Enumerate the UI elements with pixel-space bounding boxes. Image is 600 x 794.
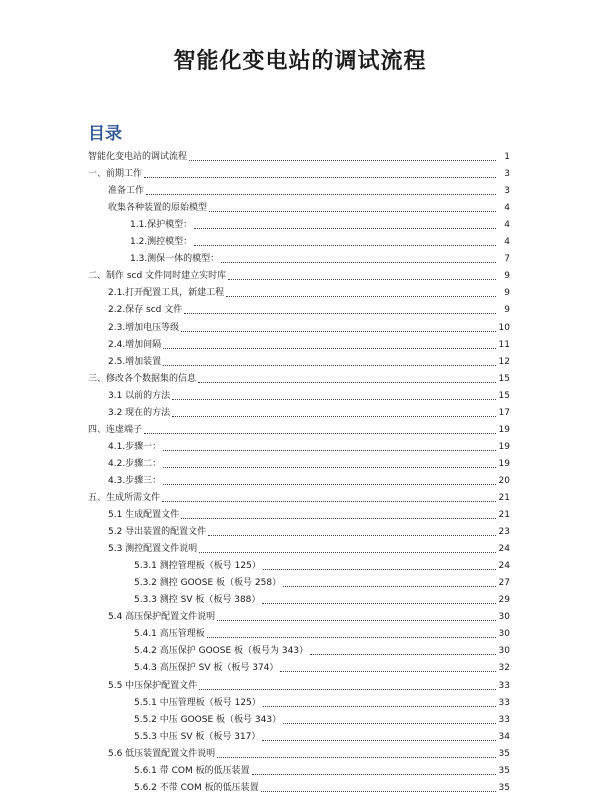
toc-entry-text: 3.1 以前的方法 bbox=[108, 390, 171, 401]
toc-entry[interactable] bbox=[88, 743, 510, 760]
toc-entry[interactable] bbox=[88, 146, 510, 163]
toc-page-number: 24 bbox=[498, 561, 510, 572]
toc-page-number: 3 bbox=[504, 186, 510, 197]
toc-entry[interactable] bbox=[88, 436, 510, 453]
toc-entry[interactable] bbox=[88, 760, 510, 777]
toc-leader-dots bbox=[144, 433, 496, 434]
toc-page-number: 20 bbox=[498, 475, 510, 486]
toc-entry-text: 2.5.增加装置 bbox=[108, 356, 162, 367]
toc-entry[interactable] bbox=[88, 555, 510, 572]
toc-leader-dots bbox=[163, 365, 496, 366]
toc-entry[interactable] bbox=[88, 385, 510, 402]
toc-entry-text: 5.1 生成配置文件 bbox=[108, 510, 180, 521]
toc-entry-text: 4.2.步骤二： bbox=[108, 458, 162, 469]
toc-page-number: 33 bbox=[498, 697, 510, 708]
toc-leader-dots bbox=[228, 279, 496, 280]
toc-page-number: 15 bbox=[498, 373, 510, 384]
toc-entry-text: 5.5.1 中压管理板（板号 125） bbox=[134, 697, 261, 708]
toc-leader-dots bbox=[263, 706, 496, 707]
toc-leader-dots bbox=[283, 586, 496, 587]
toc-entry[interactable] bbox=[88, 299, 510, 316]
toc-leader-dots bbox=[252, 774, 496, 775]
toc-leader-dots bbox=[198, 382, 496, 383]
toc-entry-text: 5.4.1 高压管理板 bbox=[134, 629, 205, 640]
table-of-contents bbox=[88, 146, 510, 794]
toc-entry-text: 1.2.测控模型： bbox=[130, 237, 193, 248]
toc-entry-text: 2.2.保存 scd 文件 bbox=[108, 305, 183, 316]
toc-leader-dots bbox=[189, 160, 496, 161]
toc-leader-dots bbox=[144, 177, 496, 178]
toc-leader-dots bbox=[163, 348, 496, 349]
toc-page-number: 21 bbox=[498, 492, 510, 503]
toc-entry[interactable] bbox=[88, 265, 510, 282]
toc-entry[interactable] bbox=[88, 726, 510, 743]
toc-page-number: 15 bbox=[498, 390, 510, 401]
toc-entry[interactable] bbox=[88, 640, 510, 657]
toc-entry[interactable] bbox=[88, 606, 510, 623]
toc-entry[interactable] bbox=[88, 692, 510, 709]
toc-leader-dots bbox=[163, 467, 496, 468]
toc-entry-text: 5.3.2 测控 GOOSE 板（板号 258） bbox=[134, 578, 282, 589]
toc-page-number: 34 bbox=[498, 731, 510, 742]
toc-leader-dots bbox=[280, 671, 496, 672]
toc-page-number: 4 bbox=[504, 220, 510, 231]
toc-leader-dots bbox=[262, 603, 496, 604]
toc-page-number: 4 bbox=[504, 203, 510, 214]
toc-entry[interactable] bbox=[88, 334, 510, 351]
toc-page-number: 33 bbox=[498, 680, 510, 691]
toc-page-number: 3 bbox=[504, 169, 510, 180]
toc-entry[interactable] bbox=[88, 538, 510, 555]
toc-leader-dots bbox=[262, 740, 496, 741]
toc-page-number: 17 bbox=[498, 407, 510, 418]
toc-leader-dots bbox=[172, 399, 496, 400]
toc-page-number: 11 bbox=[498, 339, 510, 350]
toc-leader-dots bbox=[163, 450, 496, 451]
toc-entry-text: 5.3 测控配置文件说明 bbox=[108, 544, 198, 555]
toc-leader-dots bbox=[194, 245, 496, 246]
toc-leader-dots bbox=[207, 637, 496, 638]
toc-page-number: 24 bbox=[498, 544, 510, 555]
toc-leader-dots bbox=[162, 501, 496, 502]
toc-page-number: 33 bbox=[498, 714, 510, 725]
toc-entry[interactable] bbox=[88, 419, 510, 436]
toc-page-number: 30 bbox=[498, 646, 510, 657]
toc-leader-dots bbox=[194, 228, 496, 229]
toc-page-number: 30 bbox=[498, 629, 510, 640]
toc-page-number: 1 bbox=[504, 152, 510, 163]
toc-leader-dots bbox=[310, 654, 496, 655]
toc-entry-text: 准备工作 bbox=[108, 186, 145, 197]
toc-entry[interactable] bbox=[88, 197, 510, 214]
toc-page-number: 27 bbox=[498, 578, 510, 589]
toc-page-number: 35 bbox=[498, 765, 510, 776]
toc-entry-text: 1.1.保护模型： bbox=[130, 220, 193, 231]
toc-entry[interactable] bbox=[88, 623, 510, 640]
toc-entry-text: 5.5.2 中压 GOOSE 板（板号 343） bbox=[134, 714, 282, 725]
toc-leader-dots bbox=[146, 194, 496, 195]
toc-page-number: 30 bbox=[498, 612, 510, 623]
toc-entry-text: 4.3.步骤三： bbox=[108, 475, 162, 486]
toc-entry-text: 5.5.3 中压 SV 板（板号 317） bbox=[134, 731, 261, 742]
toc-entry[interactable] bbox=[88, 777, 510, 794]
toc-entry[interactable] bbox=[88, 351, 510, 368]
toc-entry-text: 二、制作 scd 文件同时建立实时库 bbox=[88, 271, 227, 282]
toc-entry[interactable] bbox=[88, 453, 510, 470]
toc-entry[interactable] bbox=[88, 521, 510, 538]
toc-page-number: 35 bbox=[498, 782, 510, 793]
toc-leader-dots bbox=[199, 689, 496, 690]
toc-page-number: 9 bbox=[504, 271, 510, 282]
toc-entry-text: 5.2 导出装置的配置文件 bbox=[108, 527, 207, 538]
toc-entry-text: 5.6.2 不带 COM 板的低压装置 bbox=[134, 782, 259, 793]
toc-page-number: 19 bbox=[498, 441, 510, 452]
toc-leader-dots bbox=[226, 296, 496, 297]
toc-page-number: 21 bbox=[498, 510, 510, 521]
toc-leader-dots bbox=[261, 791, 496, 792]
toc-entry[interactable] bbox=[88, 180, 510, 197]
toc-entry-text: 四、连虚端子 bbox=[88, 424, 143, 435]
toc-entry-text: 5.3.1 测控管理板（板号 125） bbox=[134, 561, 261, 572]
toc-page-number: 9 bbox=[504, 305, 510, 316]
toc-entry[interactable] bbox=[88, 231, 510, 248]
toc-entry-text: 2.3.增加电压等级 bbox=[108, 322, 180, 333]
toc-page-number: 29 bbox=[498, 595, 510, 606]
toc-leader-dots bbox=[208, 535, 496, 536]
toc-leader-dots bbox=[283, 723, 496, 724]
toc-entry-text: 三、修改各个数据集的信息 bbox=[88, 373, 197, 384]
toc-leader-dots bbox=[172, 416, 496, 417]
toc-entry-text: 2.4.增加间隔 bbox=[108, 339, 162, 350]
toc-entry-text: 五、生成所需文件 bbox=[88, 492, 161, 503]
document-title: 智能化变电站的调试流程 bbox=[173, 48, 427, 74]
toc-entry-text: 4.1.步骤一： bbox=[108, 441, 162, 452]
toc-entry[interactable] bbox=[88, 470, 510, 487]
toc-page-number: 4 bbox=[504, 237, 510, 248]
toc-entry[interactable] bbox=[88, 709, 510, 726]
toc-entry-text: 5.3.3 测控 SV 板（板号 388） bbox=[134, 595, 261, 606]
toc-leader-dots bbox=[181, 518, 496, 519]
toc-leader-dots bbox=[209, 211, 496, 212]
toc-entry[interactable] bbox=[88, 504, 510, 521]
toc-entry[interactable] bbox=[88, 657, 510, 674]
toc-entry-text: 5.4 高压保护配置文件说明 bbox=[108, 612, 216, 623]
toc-leader-dots bbox=[184, 313, 496, 314]
toc-entry[interactable] bbox=[88, 572, 510, 589]
toc-entry-text: 5.4.2 高压保护 GOOSE 板（板号为 343） bbox=[134, 646, 309, 657]
toc-entry[interactable] bbox=[88, 674, 510, 691]
toc-entry[interactable] bbox=[88, 368, 510, 385]
toc-entry[interactable] bbox=[88, 248, 510, 265]
toc-page-number: 12 bbox=[498, 356, 510, 367]
toc-entry-text: 1.3.测保一体的模型： bbox=[130, 254, 220, 265]
toc-leader-dots bbox=[163, 484, 496, 485]
toc-entry-text: 5.6.1 带 COM 板的低压装置 bbox=[134, 765, 250, 776]
toc-entry[interactable] bbox=[88, 402, 510, 419]
toc-page-number: 19 bbox=[498, 458, 510, 469]
toc-entry-text: 收集各种装置的原始模型 bbox=[108, 203, 208, 214]
toc-page-number: 7 bbox=[504, 254, 510, 265]
toc-leader-dots bbox=[263, 569, 496, 570]
toc-entry-text: 5.5 中压保护配置文件 bbox=[108, 680, 198, 691]
toc-leader-dots bbox=[199, 552, 496, 553]
toc-entry-text: 5.6 低压装置配置文件说明 bbox=[108, 748, 216, 759]
toc-entry[interactable] bbox=[88, 487, 510, 504]
toc-entry-text: 5.4.3 高压保护 SV 板（板号 374） bbox=[134, 663, 279, 674]
toc-leader-dots bbox=[181, 331, 496, 332]
toc-leader-dots bbox=[217, 757, 496, 758]
toc-entry[interactable] bbox=[88, 214, 510, 231]
toc-page-number: 9 bbox=[504, 288, 510, 299]
toc-entry-text: 3.2 现在的方法 bbox=[108, 407, 171, 418]
toc-entry-text: 一、前期工作 bbox=[88, 169, 143, 180]
toc-heading: 目录 bbox=[88, 124, 122, 144]
toc-entry-text: 2.1.打开配置工具，新建工程 bbox=[108, 288, 225, 299]
toc-page-number: 19 bbox=[498, 424, 510, 435]
toc-page-number: 10 bbox=[498, 322, 510, 333]
toc-page-number: 35 bbox=[498, 748, 510, 759]
toc-entry[interactable] bbox=[88, 589, 510, 606]
toc-page-number: 23 bbox=[498, 527, 510, 538]
toc-leader-dots bbox=[217, 620, 496, 621]
toc-entry[interactable] bbox=[88, 163, 510, 180]
toc-entry[interactable] bbox=[88, 282, 510, 299]
toc-page-number: 32 bbox=[498, 663, 510, 674]
toc-entry[interactable] bbox=[88, 316, 510, 333]
toc-entry-text: 智能化变电站的调试流程 bbox=[88, 152, 188, 163]
toc-leader-dots bbox=[221, 262, 496, 263]
